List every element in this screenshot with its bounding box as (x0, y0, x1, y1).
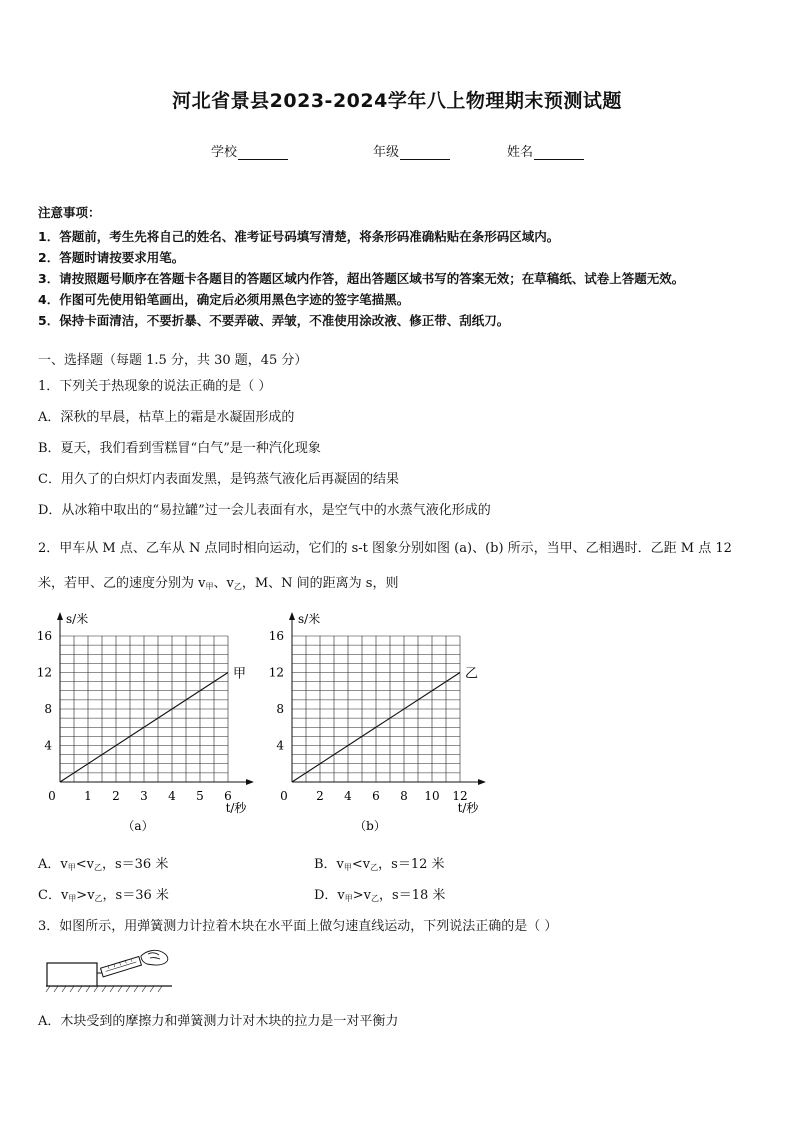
chart-a (34, 604, 264, 840)
opt-sub: 甲 (344, 894, 353, 903)
note-item: 5．保持卡面清洁，不要折暴、不要弄破、弄皱，不准使用涂改液、修正带、刮纸刀。 (38, 313, 510, 328)
opt-sub: 甲 (68, 894, 77, 903)
x-tick-label: 0 (280, 789, 288, 803)
note-item: 3．请按照题号顺序在答题卡各题目的答题区域内作答，超出答题区域书写的答案无效；在草稿纸、试卷上答题无效。 (38, 271, 685, 286)
q1-option-d[interactable]: D．从冰箱中取出的“易拉罐”过一会儿表面有水，是空气中的水蒸气液化形成的 (38, 503, 491, 518)
q2-stem-line2 (38, 572, 398, 592)
hand-icon (141, 950, 168, 965)
opt-text: ，s＝18 米 (379, 888, 446, 903)
x-tick-label: 5 (196, 789, 204, 803)
q2-sub: 乙 (233, 582, 242, 591)
opt-text: A．v (38, 857, 68, 872)
y-tick-label: 16 (268, 629, 284, 643)
x-axis-label: t/秒 (457, 801, 479, 815)
x-tick-label: 4 (168, 789, 176, 803)
x-axis-label: t/秒 (225, 801, 247, 815)
x-tick-label: 1 (84, 789, 92, 803)
name-blank[interactable] (534, 145, 584, 160)
opt-text: <v (75, 857, 94, 872)
x-tick-label: 8 (400, 789, 408, 803)
q2-option-c[interactable] (38, 884, 169, 904)
opt-text: C．v (38, 888, 69, 903)
y-tick-label: 4 (44, 738, 52, 753)
x-tick-label: 10 (424, 789, 440, 803)
notes-heading: 注意事项： (38, 205, 101, 220)
q2-option-b[interactable] (314, 853, 445, 873)
notes-block (38, 203, 778, 331)
wood-block (47, 963, 97, 986)
opt-text: <v (351, 857, 371, 872)
x-tick-label: 2 (316, 789, 324, 803)
q1-stem: 1．下列关于热现象的说法正确的是（ ） (38, 379, 272, 394)
grade-blank[interactable] (400, 145, 450, 160)
opt-sub: 乙 (371, 894, 380, 903)
school-field[interactable] (211, 141, 288, 160)
y-tick-label: 4 (276, 738, 284, 753)
x-axis-arrow (246, 779, 254, 785)
section-title: 一、选择题（每题 1.5 分，共 30 题，45 分） (38, 353, 308, 368)
y-axis-arrow (57, 612, 63, 620)
note-item: 2．答题时请按要求用笔。 (38, 250, 185, 265)
x-tick-label: 4 (344, 789, 352, 803)
y-tick-label: 16 (36, 629, 52, 643)
student-info-row (0, 141, 794, 161)
y-tick-label: 8 (276, 702, 284, 716)
opt-sub: 乙 (370, 863, 379, 872)
spring-scale (101, 957, 142, 977)
series-label: 乙 (465, 666, 479, 682)
school-blank[interactable] (238, 145, 288, 160)
q3-option-a[interactable]: A．木块受到的摩擦力和弹簧测力计对木块的拉力是一对平衡力 (38, 1014, 399, 1029)
ground-hatch (46, 986, 162, 992)
name-field[interactable] (507, 141, 584, 160)
x-tick-label: 6 (224, 789, 232, 803)
opt-text: >v (76, 888, 95, 903)
q2-stem-line1: 2．甲车从 M 点、乙车从 N 点同时相向运动，它们的 s-t 图象分别如图 (a)、(b) 所示，当甲、乙相遇时．乙距 M 点 12 (38, 541, 732, 556)
q1-option-b[interactable]: B．夏天，我们看到雪糕冒“白气”是一种汽化现象 (38, 441, 321, 456)
opt-sub: 甲 (343, 863, 352, 872)
name-label: 姓名 (507, 145, 534, 160)
y-tick-label: 12 (268, 665, 284, 680)
opt-sub: 乙 (94, 894, 103, 903)
y-tick-label: 8 (44, 702, 52, 716)
q2-text: ，M、N 间的距离为 s，则 (241, 576, 399, 591)
x-tick-label: 0 (48, 789, 56, 803)
y-axis-arrow (289, 612, 295, 620)
q2-sub: 甲 (205, 582, 214, 591)
y-tick-label: 12 (36, 665, 52, 680)
q2-option-a[interactable] (38, 853, 168, 873)
x-tick-label: 6 (372, 789, 380, 803)
opt-text: ，s＝36 米 (102, 888, 169, 903)
q2-option-d[interactable] (314, 884, 445, 904)
x-tick-label: 2 (112, 789, 120, 803)
q1-option-a[interactable]: A．深秋的早晨，枯草上的霜是水凝固形成的 (38, 410, 295, 425)
page-title: 河北省景县2023-2024学年八上物理期末预测试题 (172, 90, 622, 112)
opt-text: D．v (314, 888, 345, 903)
chart-b (266, 604, 502, 840)
spring-scale-figure (44, 946, 176, 994)
opt-text: ，s＝12 米 (378, 857, 445, 872)
grade-field[interactable] (373, 141, 450, 160)
opt-sub: 乙 (93, 863, 102, 872)
opt-text: B．v (314, 857, 344, 872)
note-item: 1．答题前，考生先将自己的姓名、准考证号码填写清楚，将条形码准确粘贴在条形码区域内。 (38, 229, 560, 244)
opt-text: ，s＝36 米 (101, 857, 169, 872)
chart-caption: （a） (122, 819, 154, 833)
y-axis-label: s/米 (66, 612, 89, 626)
x-tick-label: 12 (452, 789, 468, 803)
y-axis-label: s/米 (298, 612, 321, 626)
school-label: 学校 (211, 145, 238, 160)
q3-stem: 3．如图所示，用弹簧测力计拉着木块在水平面上做匀速直线运动，下列说法正确的是（ ） (38, 919, 558, 934)
opt-text: >v (352, 888, 372, 903)
chart-caption: （b） (354, 819, 386, 833)
x-tick-label: 3 (140, 789, 148, 803)
q1-option-c[interactable]: C．用久了的白炽灯内表面发黑，是钨蒸气液化后再凝固的结果 (38, 472, 399, 487)
note-item: 4．作图可先使用铅笔画出，确定后必须用黑色字迹的签字笔描黑。 (38, 292, 410, 307)
series-label: 甲 (233, 666, 247, 682)
grade-label: 年级 (373, 145, 400, 160)
x-axis-arrow (478, 779, 486, 785)
q2-text: 米，若甲、乙的速度分别为 v (38, 576, 206, 591)
opt-sub: 甲 (67, 863, 76, 872)
q2-text: 、v (213, 576, 234, 591)
